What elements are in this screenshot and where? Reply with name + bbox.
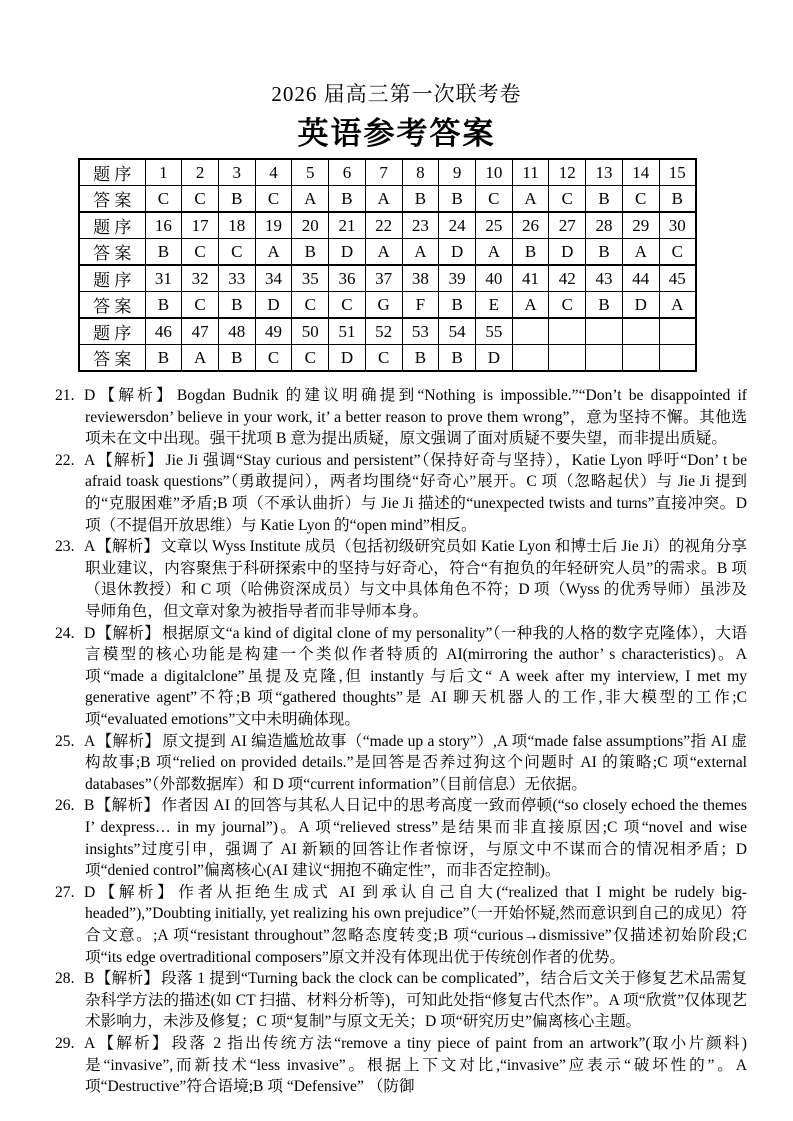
question-number-cell: 34: [255, 265, 292, 292]
answer-cell: D: [439, 239, 476, 266]
question-number-cell: 20: [292, 212, 329, 239]
explanation-item: [55, 536, 747, 622]
answer-cell: B: [586, 186, 623, 213]
answer-letter: B: [84, 797, 95, 815]
answer-letter: D: [84, 387, 96, 405]
question-number: 24.: [55, 624, 75, 642]
question-number-cell: 37: [365, 265, 402, 292]
question-number-cell: 3: [218, 159, 255, 186]
question-number-cell: 54: [439, 318, 476, 345]
question-number-cell: 38: [402, 265, 439, 292]
analysis-label: 【解析】: [96, 451, 164, 469]
answer-cell: B: [439, 292, 476, 319]
question-number-cell: [549, 318, 586, 345]
answer-cell: B: [586, 239, 623, 266]
answer-cell: C: [182, 186, 219, 213]
answer-cell: C: [182, 292, 219, 319]
answer-cell: C: [549, 292, 586, 319]
explanation-text: Jie Ji 强调“Stay curious and persistent”（保持好奇与坚持），Katie Lyon 呼吁“Don’ t be afraid toask questions”（勇敢提问），两者均围绕“好奇心”展开。C 项（忽略起伏）与 Jie Ji 提到的“克服困难”矛盾;B 项（不承认曲折）与 Jie Ji 描述的“unexpected twists and turns”直接冲突。D 项（不提倡开放思维）与 Katie Lyon 的“open mind”相反。: [85, 451, 747, 534]
question-number-cell: 7: [365, 159, 402, 186]
question-number: 25.: [55, 732, 75, 750]
answer-letter: D: [84, 624, 96, 642]
question-number-cell: 17: [182, 212, 219, 239]
question-number-cell: 47: [182, 318, 219, 345]
explanations-list: [55, 385, 747, 1098]
answer-cell: D: [622, 292, 659, 319]
explanation-text: Bogdan Budnik 的建议明确提到“Nothing is impossible.”“Don’t be disappointed if reviewersdon’ believe in your work, it’ a better reason to prove them wrong”，意为坚持不懈。其他选项未在文中出现。强干扰项 B 意为提出质疑，原文强调了面对质疑不要失望，而非提出质疑。: [85, 387, 747, 448]
answer-cell: B: [292, 239, 329, 266]
explanation-item: [55, 795, 747, 881]
question-number-cell: 11: [512, 159, 549, 186]
question-number-cell: 10: [475, 159, 512, 186]
answer-cell: C: [218, 239, 255, 266]
answer-letter: A: [84, 732, 96, 750]
question-number-cell: 31: [145, 265, 182, 292]
explanation-text: 原文提到 AI 编造尴尬故事（“made up a story”）,A 项“made false assumptions”指 AI 虚构故事;B 项“relied on provided details.”是回答是否养过狗这个问题时 AI 的策略;C 项“external databases”（外部数据库）和 D 项“current information”（目前信息）无依据。: [85, 732, 747, 793]
question-number: 29.: [55, 1034, 75, 1052]
answer-cell: C: [255, 186, 292, 213]
question-number-cell: 51: [329, 318, 366, 345]
answer-row: [79, 239, 696, 266]
analysis-label: 【解析】: [96, 732, 161, 750]
question-number-cell: [659, 318, 696, 345]
answer-cell: B: [586, 292, 623, 319]
answer-cell: B: [659, 186, 696, 213]
answer-cell: C: [182, 239, 219, 266]
explanation-item: [55, 450, 747, 536]
answer-row: [79, 186, 696, 213]
answer-cell: A: [402, 239, 439, 266]
analysis-label: 【解析】: [96, 883, 177, 901]
answer-cell: D: [549, 239, 586, 266]
question-number-cell: 28: [586, 212, 623, 239]
answer-cell: A: [475, 239, 512, 266]
answer-row-header: 答 案: [79, 239, 145, 266]
question-number: 21.: [55, 387, 75, 405]
question-number-cell: [622, 318, 659, 345]
question-number-cell: 33: [218, 265, 255, 292]
question-number-cell: 40: [475, 265, 512, 292]
subject-title: 英语参考答案: [297, 116, 496, 151]
explanation-item: [55, 385, 747, 450]
answer-cell: A: [365, 186, 402, 213]
answer-cell: C: [292, 292, 329, 319]
question-number-cell: 41: [512, 265, 549, 292]
question-number-cell: 4: [255, 159, 292, 186]
answer-row: [79, 345, 696, 372]
question-number-cell: 29: [622, 212, 659, 239]
answer-cell: G: [365, 292, 402, 319]
question-number-cell: 21: [329, 212, 366, 239]
question-number-cell: 12: [549, 159, 586, 186]
answer-cell: B: [145, 239, 182, 266]
question-number-cell: 52: [365, 318, 402, 345]
answer-cell: C: [549, 186, 586, 213]
answer-cell: D: [475, 345, 512, 372]
answer-cell: A: [512, 292, 549, 319]
question-number-cell: 2: [182, 159, 219, 186]
question-number-cell: 49: [255, 318, 292, 345]
answer-table: [78, 158, 697, 372]
question-number-cell: 43: [586, 265, 623, 292]
answer-cell: B: [218, 345, 255, 372]
answer-letter: A: [84, 451, 96, 469]
answer-cell: C: [622, 186, 659, 213]
answer-cell: A: [365, 239, 402, 266]
question-number-cell: 23: [402, 212, 439, 239]
answer-cell: B: [402, 186, 439, 213]
answer-cell: C: [292, 345, 329, 372]
explanation-text: 段落 1 提到“Turning back the clock can be complicated”，结合后文关于修复艺术品需复杂科学方法的描述(如 CT 扫描、材料分析等)，可知此处指“修复古代杰作”。A 项“欣赏”仅体现艺术影响力，未涉及修复；C 项“复制”与原文无关；D 项“研究历史”偏离核心主题。: [85, 970, 747, 1031]
explanation-item: [55, 623, 747, 731]
answer-cell: B: [439, 345, 476, 372]
question-number-cell: 39: [439, 265, 476, 292]
question-number: 27.: [55, 883, 75, 901]
question-row-header: 题 序: [79, 159, 145, 186]
question-number-cell: 6: [329, 159, 366, 186]
question-number: 28.: [55, 970, 75, 988]
answer-cell: B: [329, 186, 366, 213]
answer-row-header: 答 案: [79, 345, 145, 372]
question-number-cell: 35: [292, 265, 329, 292]
answer-cell: D: [329, 239, 366, 266]
answer-row-header: 答 案: [79, 292, 145, 319]
question-number-cell: 55: [475, 318, 512, 345]
answer-cell: C: [365, 345, 402, 372]
answer-letter: D: [84, 883, 96, 901]
explanation-text: 作者因 AI 的回答与其私人日记中的思考高度一致而停顿(“so closely echoed the themes I’ dexpress… in my journal”)。A 项“relieved stress”是结果而非直接原因;C 项“novel and wise insights”过度引申，强调了 AI 新颖的回答让作者惊讶，与原文中不谋而合的情况相矛盾；D 项“denied control”偏离核心(AI 建议“拥抱不确定性”，而非否定控制)。: [85, 797, 747, 880]
analysis-label: 【解析】: [96, 1034, 170, 1052]
question-number: 23.: [55, 538, 75, 556]
analysis-label: 【解析】: [95, 797, 160, 815]
explanation-text: 段落 2 指出传统方法“remove a tiny piece of paint from an artwork”(取小片颜料)是“invasive”,而新技术“less invasive”。根据上下文对比,“invasive”应表示“破坏性的”。A 项“Destructive”符合语境;B 项 “Defensive” （防御: [85, 1034, 747, 1096]
question-number-row: [79, 265, 696, 292]
answer-letter: A: [84, 538, 96, 556]
question-number-cell: 36: [329, 265, 366, 292]
answer-cell: [586, 345, 623, 372]
answer-cell: [549, 345, 586, 372]
answer-letter: A: [84, 1034, 96, 1052]
answer-cell: B: [218, 186, 255, 213]
answer-cell: B: [439, 186, 476, 213]
question-row-header: 题 序: [79, 212, 145, 239]
answer-cell: E: [475, 292, 512, 319]
answer-cell: A: [659, 292, 696, 319]
answer-cell: [622, 345, 659, 372]
answer-cell: A: [512, 186, 549, 213]
answer-cell: B: [512, 239, 549, 266]
question-number-cell: 14: [622, 159, 659, 186]
answer-cell: [659, 345, 696, 372]
answer-cell: D: [255, 292, 292, 319]
question-number-cell: 53: [402, 318, 439, 345]
explanation-item: [55, 731, 747, 796]
answer-cell: F: [402, 292, 439, 319]
question-number-row: [79, 159, 696, 186]
question-number-cell: 32: [182, 265, 219, 292]
answer-cell: A: [622, 239, 659, 266]
explanation-text: 作者从拒绝生成式 AI 到承认自己自大(“realized that I might be rudely big-headed”),”Doubting initially, yet realizing his own prejudice”（一开始怀疑,然而意识到自己的成见）符合文意。;A 项“resistant throughout”忽略态度转变;B 项“curious→dismissive”仅描述初始阶段;C 项“its edge overtraditional composers”原文并没有体现出优于传统创作者的优势。: [85, 883, 747, 966]
question-number-cell: [586, 318, 623, 345]
question-number-cell: 5: [292, 159, 329, 186]
question-row-header: 题 序: [79, 265, 145, 292]
analysis-label: 【解析】: [95, 970, 160, 988]
question-number-cell: 19: [255, 212, 292, 239]
question-number-cell: 15: [659, 159, 696, 186]
answer-cell: [512, 345, 549, 372]
question-number-cell: 18: [218, 212, 255, 239]
question-number-cell: 26: [512, 212, 549, 239]
explanation-item: [55, 882, 747, 968]
question-number-cell: 9: [439, 159, 476, 186]
question-number-row: [79, 212, 696, 239]
question-number-cell: 16: [145, 212, 182, 239]
answer-cell: A: [255, 239, 292, 266]
question-number-cell: 42: [549, 265, 586, 292]
question-number-cell: 50: [292, 318, 329, 345]
explanation-text: 根据原文“a kind of digital clone of my personality”（一种我的人格的数字克隆体），大语言模型的核心功能是构建一个类似作者特质的 AI(mirroring the author’ s characteristics)。A 项“made a digitalclone”虽提及克隆,但 instantly 与后文“ A week after my interview, I met my generative agent”不符;B 项“gathered thoughts”是 AI 聊天机器人的工作,非大模型的工作;C 项“evaluated emotions”文中未明确体现。: [85, 624, 747, 728]
answer-cell: B: [402, 345, 439, 372]
question-number-cell: 8: [402, 159, 439, 186]
question-number-cell: 46: [145, 318, 182, 345]
question-number-cell: [512, 318, 549, 345]
answer-letter: B: [84, 970, 95, 988]
explanation-item: [55, 968, 747, 1033]
answer-cell: C: [329, 292, 366, 319]
answer-cell: B: [145, 292, 182, 319]
answer-cell: D: [329, 345, 366, 372]
answer-cell: C: [475, 186, 512, 213]
answer-row: [79, 292, 696, 319]
exam-title: 2026 届高三第一次联考卷: [271, 82, 522, 106]
explanation-text: 文章以 Wyss Institute 成员（包括初级研究员如 Katie Lyon 和博士后 Jie Ji）的视角分享职业建议，内容聚焦于科研探索中的坚持与好奇心，符合“有抱负的年轻研究人员”的需求。B 项（退休教授）和 C 项（哈佛资深成员）与文中具体角色不符；D 项（Wyss 的优秀导师）虽涉及导师角色，但文章对象为被指导者而非导师本身。: [85, 538, 747, 621]
question-number-cell: 13: [586, 159, 623, 186]
question-number-cell: 27: [549, 212, 586, 239]
answer-cell: B: [218, 292, 255, 319]
explanation-item: [55, 1033, 747, 1098]
answer-cell: B: [145, 345, 182, 372]
question-number-cell: 48: [218, 318, 255, 345]
question-number-cell: 25: [475, 212, 512, 239]
analysis-label: 【解析】: [96, 538, 159, 556]
question-number-cell: 24: [439, 212, 476, 239]
question-number-cell: 30: [659, 212, 696, 239]
answer-cell: C: [659, 239, 696, 266]
answer-row-header: 答 案: [79, 186, 145, 213]
question-number-row: [79, 318, 696, 345]
answer-cell: A: [182, 345, 219, 372]
question-number-cell: 45: [659, 265, 696, 292]
question-number-cell: 44: [622, 265, 659, 292]
question-number: 26.: [55, 797, 75, 815]
answer-cell: C: [145, 186, 182, 213]
answer-cell: C: [255, 345, 292, 372]
question-number-cell: 22: [365, 212, 402, 239]
analysis-label: 【解析】: [96, 387, 175, 405]
answer-cell: A: [292, 186, 329, 213]
question-number-cell: 1: [145, 159, 182, 186]
question-number: 22.: [55, 451, 75, 469]
question-row-header: 题 序: [79, 318, 145, 345]
analysis-label: 【解析】: [96, 624, 161, 642]
